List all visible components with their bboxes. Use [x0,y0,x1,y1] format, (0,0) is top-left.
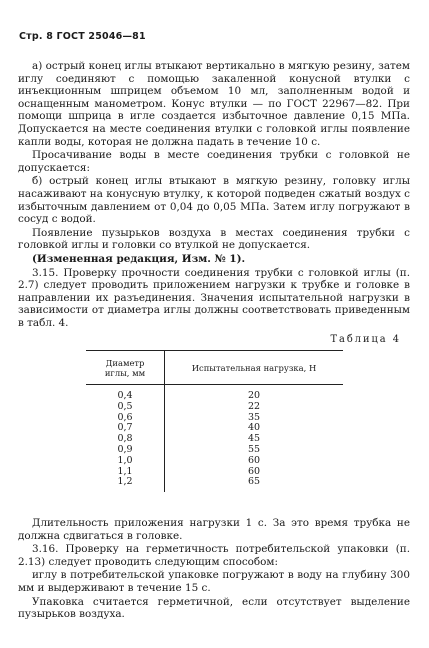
cell-diameter: 0,8 [86,434,165,445]
cell-diameter: 1,0 [86,456,165,467]
paragraph-bubbles: Появление пузырьков воздуха в местах соединения трубки с головкой иглы и головки со втулкой не допускается. [18,226,410,252]
cell-load: 55 [247,443,261,455]
table-row [86,402,343,413]
table-row [86,477,343,492]
col-diameter-header [86,351,165,385]
col-diameter-header-line2: иглы, мм [104,368,146,378]
cell-diameter: 0,4 [86,385,165,402]
cell-load: 60 [247,454,261,466]
cell-diameter: 0,6 [86,413,165,424]
cell-load: 65 [247,476,261,488]
col-diameter-header-line1: Диаметр [105,358,145,368]
table-row [86,385,343,402]
cell-load: 40 [247,422,261,434]
paragraph-a: а) острый конец иглы втыкают вертикально в мягкую резину, затем иглу соединяют с помощью закаленной конусной втулки с инъекционным шприцем объемом 10 мл, заполненным водой и оснащенным манометром. Конус втулки — по ГОСТ 22967—82. При помощи шприца в игле создается избыточное давление 0,15 МПа. Допускается на месте соединения втулки с головкой иглы появление капли воды, которая не должна падать в течение 10 с. [18,60,410,148]
paragraph-3-15: 3.15. Проверку прочности соединения трубки с головкой иглы (п. 2.7) следует проводить приложением нагрузки к трубке и головке в направлении их разъединения. Значения испытательной нагрузки в зависимости от диаметра иглы должны соответствовать приведенным в табл. 4. [18,266,410,329]
paragraph-3-16: 3.16. Проверку на герметичность потребительской упаковки (п. 2.13) следует проводить следующим способом: [18,543,410,568]
cell-load: 45 [247,433,261,445]
load-table [86,350,343,492]
cell-diameter: 0,7 [86,423,165,434]
cell-load: 60 [247,465,261,477]
cell-load: 20 [247,390,261,401]
paragraph-duration: Длительность приложения нагрузки 1 с. За это время трубка не должна сдвигаться в головке. [18,517,410,542]
cell-load: 22 [247,400,261,412]
main-text [18,60,410,330]
paragraph-immersion: иглу в потребительской упаковке погружают в воду на глубину 300 мм и выдерживают в течение 15 с. [18,569,410,594]
paragraph-leak: Просачивание воды в месте соединения трубки с головкой не допускается: [18,149,410,174]
table-row [86,456,343,467]
cell-diameter: 0,9 [86,445,165,456]
page-header: Стр. 8 ГОСТ 25046—81 [19,31,146,42]
cell-load: 35 [247,411,261,423]
cell-diameter: 1,2 [86,477,165,492]
closing-text [18,517,410,622]
cell-diameter: 1,1 [86,467,165,478]
amendment-note: (Измененная редакция, Изм. № 1). [32,252,246,265]
cell-diameter: 0,5 [86,402,165,413]
paragraph-tightness: Упаковка считается герметичной, если отсутствует выделение пузырьков воздуха. [18,595,410,621]
table-caption: Таблица 4 [330,334,401,345]
paragraph-b: б) острый конец иглы втыкают в мягкую резину, головку иглы насаживают на конусную втулку, к которой подведен сжатый воздух с избыточным давлением от 0,04 до 0,05 МПа. Затем иглу погружают в сосуд с водой. [18,175,410,226]
col-load-header: Испытательная нагрузка, Н [165,351,344,385]
